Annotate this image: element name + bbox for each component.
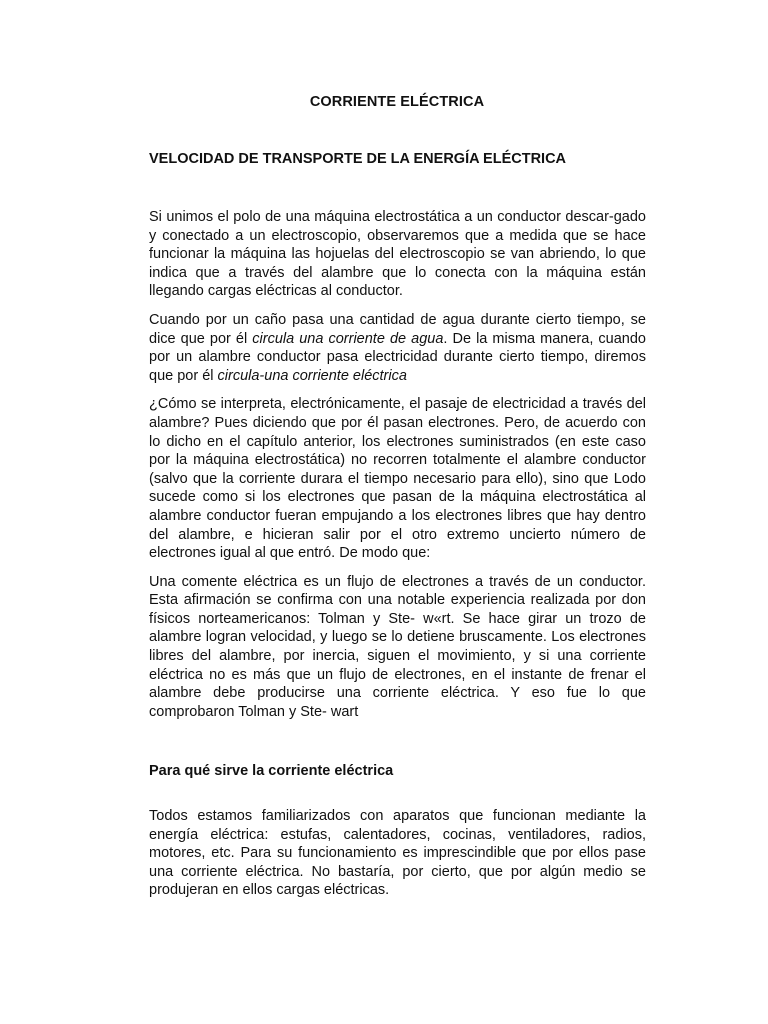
paragraph-2-text-b: . De la misma manera, cuando por un alambre conductor pasa electricidad durante cierto tiempo, diremos que por él: [149, 330, 646, 384]
paragraph-3: ¿Cómo se interpreta, electrónicamente, el pasaje de electricidad a través del alambre? Pues diciendo que por él pasan electrones. Pero, de acuerdo con lo dicho en el capítulo anterior, los electrones suministrados (en este caso por la máquina electrostática) no recorren totalmente el alambre conductor (salvo que la corriente durara el tiempo necesario para ello), sino que Lodo sucede como si los electrones que pasan de la máquina electrostática al alambre conductor fueran empujando a los electrones libres que hay dentro del alambre, e hicieran salir por el otro extremo uncierto número de electrones igual al que entró. De modo que:: [149, 396, 646, 562]
section-subtitle: VELOCIDAD DE TRANSPORTE DE LA ENERGÍA ELÉCTRICA: [149, 151, 567, 167]
body-text-upper: [149, 208, 646, 731]
page-title: CORRIENTE ELÉCTRICA: [309, 94, 485, 110]
paragraph-4: Una comente eléctrica es un flujo de electrones a través de un conductor. Esta afirmación se confirma con una notable experiencia realizada por don físicos norteamericanos: Tolman y Ste- w«rt. Se hace girar un trozo de alambre logran velocidad, y luego se lo detiene bruscamente. Los electrones libres del alambre, por inercia, siguen el movimiento, y si una corriente eléctrica no es más que un flujo de electrones, en el instante de frenar el alambre debe producirse una corriente eléctrica. Y eso fue lo que comprobaron Tolman y Ste- wart: [149, 573, 646, 720]
paragraph-2-italic-a: circula una corriente de agua: [252, 330, 444, 347]
paragraph-1: Si unimos el polo de una máquina electrostática a un conductor descar-gado y conectado a un electroscopio, observaremos que a medida que se hace funcionar la máquina las hojuelas del electroscopio se van abriendo, lo que indica que a través del alambre que lo conecta con la máquina están llegando cargas eléctricas al conductor.: [149, 209, 646, 300]
paragraph-2: [149, 311, 646, 385]
paragraph-2-italic-b: circula-una corriente eléctrica: [217, 367, 407, 384]
paragraph-2-text-a: Cuando por un caño pasa una cantidad de agua durante cierto tiempo, se dice que por él: [149, 311, 646, 347]
section-heading: Para qué sirve la corriente eléctrica: [149, 763, 394, 779]
paragraph-5: Todos estamos familiarizados con aparatos que funcionan mediante la energía eléctrica: estufas, calentadores, cocinas, ventiladores, radios, motores, etc. Para su funcionamiento es imprescindible que por ellos pase una corriente eléctrica. No bastaría, por cierto, que por algún medio se produjeran en ellos cargas eléctricas.: [149, 808, 646, 899]
body-text-lower: [149, 807, 646, 910]
